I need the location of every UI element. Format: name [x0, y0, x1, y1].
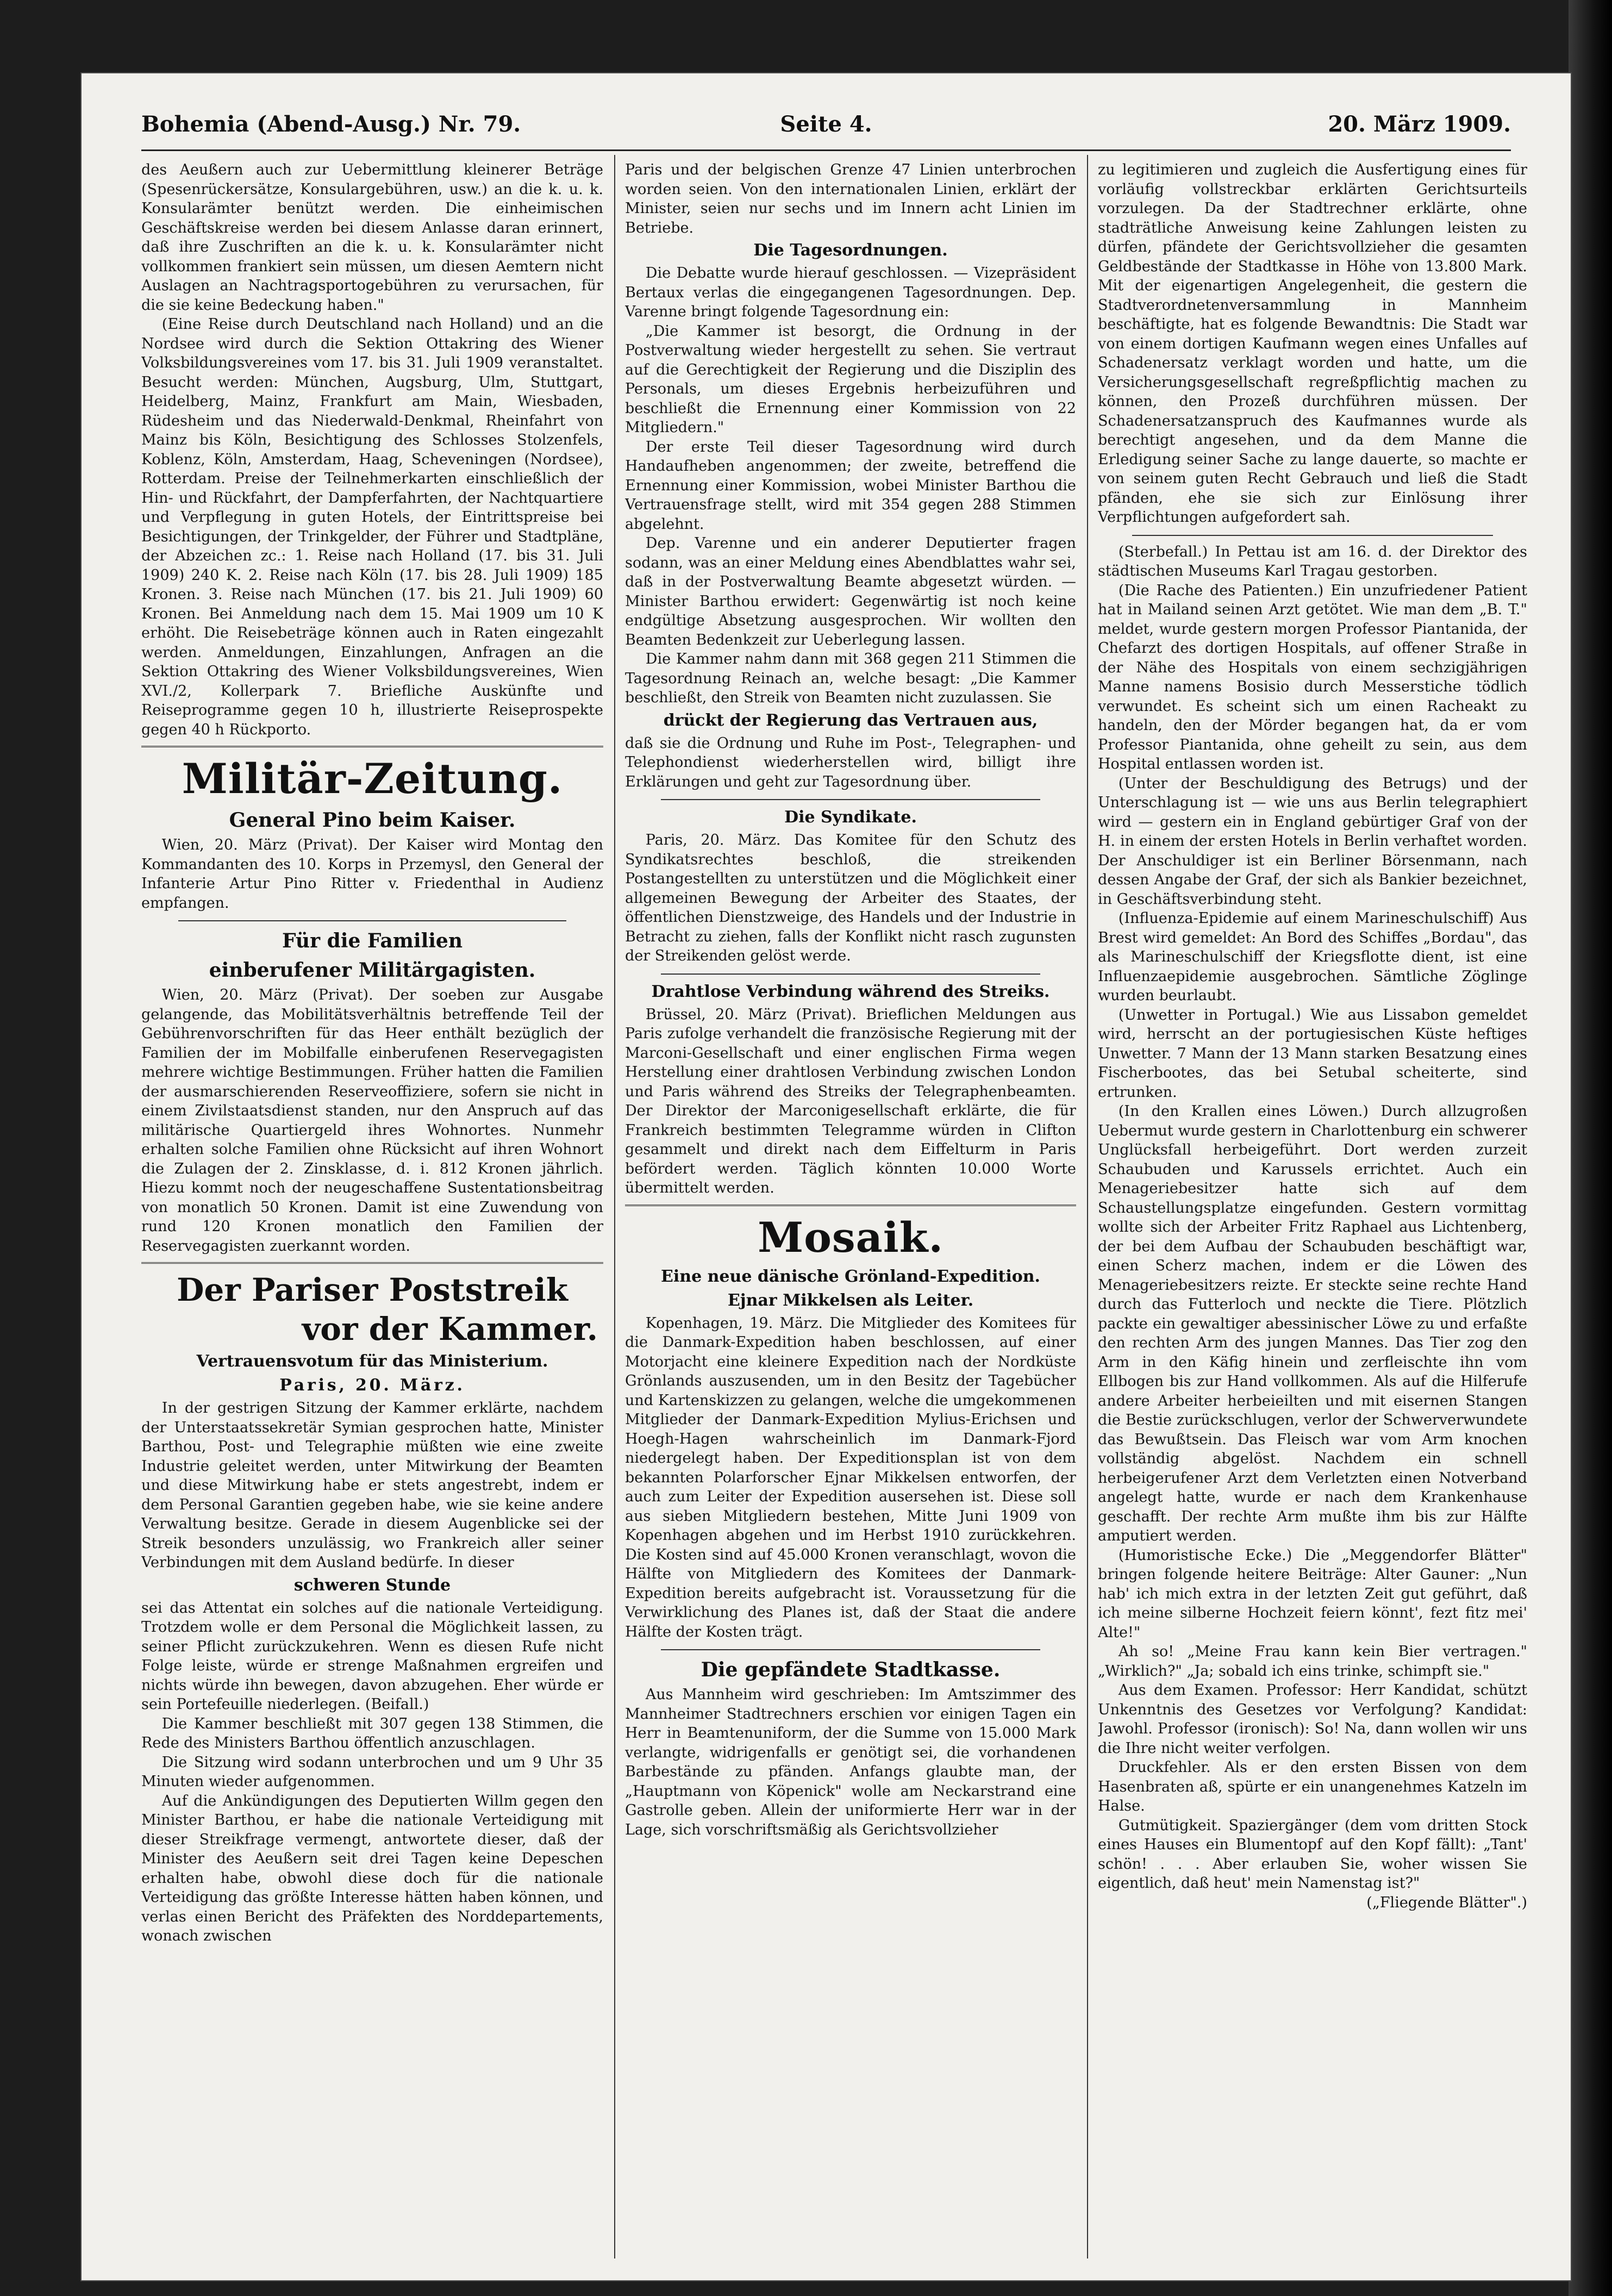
news-item: (Sterbefall.) In Pettau ist am 16. d. der Direktor des städtischen Museums Karl Tragau gestorben.: [1098, 543, 1527, 579]
article-headline: einberufener Militärgagisten.: [209, 959, 536, 982]
article-text: Die Sitzung wird sodann unterbrochen und um 9 Uhr 35 Minuten wieder aufgenommen.: [141, 1754, 603, 1790]
divider: [661, 799, 1040, 800]
article-text: In der gestrigen Sitzung der Kammer erklärte, nachdem der Unterstaatssekretär Symian gesprochen hatte, Minister Barthou, Post- und Telegraphie müßten wie eine zweite Industrie geleitet werden, unter Mitwirkung der Beamten und diese Mitwirkung habe er stets angestrebt, indem er dem Personal Garantien gegeben habe, wie sie keine andere Verwaltung besitze. Gerade in diesem Augenblicke sei der Streik besonders unzulässig, wo Frankreich aller seiner Verbindungen mit dem Ausland bedürfe. In dieser: [141, 1400, 603, 1571]
news-item: (Influenza-Epidemie auf einem Marineschulschiff) Aus Brest wird gemeldet: An Bord des Schiffes „Bordau", das als Marineschulschiff der Kriegsflotte dient, ist eine Influenzaepidemie ausgebrochen. Sämtliche Zöglinge wurden beurlaubt.: [1098, 910, 1527, 1004]
news-item: (In den Krallen eines Löwen.) Durch allzugroßen Uebermut wurde gestern in Charlottenburg ein schwerer Unglücksfall herbeigeführt. Dort werden zurzeit Schaubuden und Karussels errichtet. Auch ein Menageriebesitzer hatte sich auf dem Schaustellungsplatze eingefunden. Gestern vormittag wollte sich der Arbeiter Fritz Raphael aus Lichtenberg, der bei dem Aufbau der Schaubuden beschäftigt war, einen Scherz machen, indem er die Löwen des Menageriebesitzers reizte. Er steckte seine rechte Hand durch das Futterloch und neckte die Tiere. Plötzlich packte ein gewaltiger abessinischer Löwe zu und erfaßte den rechten Arm des jungen Mannes. Das Tier zog den Arm in den Käfig hinein und zerfleischte ihn vom Ellbogen bis zur Hand vollkommen. Als auf die Hilferufe andere Arbeiter herbeieilten und mit eisernen Stangen die Bestie zurückschlugen, verlor der Schwerverwundete das Bewußtsein. Das Fleisch war vom Arm knochen vollständig abgelöst. Nachdem ein schnell herbeigerufener Arzt dem Verletzten einen Notverband angelegt hatte, wurde er nach dem Krankenhause geschafft. Der rechte Arm mußte ihm bis zur Hälfte amputiert werden.: [1098, 1103, 1527, 1544]
article-headline: vor der Kammer.: [302, 1311, 598, 1347]
dateline: Paris, 20. März.: [279, 1376, 465, 1395]
news-item: Ah so! „Meine Frau kann kein Bier vertragen." „Wirklich?" „Ja; sobald ich eins trinke, schimpft sie.": [1098, 1643, 1527, 1680]
article-text: Die Debatte wurde hierauf geschlossen. — Vizepräsident Bertaux verlas die eingegangenen Tagesordnungen. Dep. Varenne bringt folgende Tagesordnung ein:: [625, 265, 1076, 320]
news-item: Gutmütigkeit. Spaziergänger (dem vom dritten Stock eines Hauses ein Blumentopf auf den Kopf fällt): „Tant' schön! . . . Aber erlauben Sie, woher wissen Sie eigentlich, daß heut' mein Namenstag ist?": [1098, 1817, 1527, 1892]
article-subheadline: drückt der Regierung das Vertrauen aus,: [663, 710, 1038, 730]
column-rule: [1087, 155, 1088, 2258]
source-credit: („Fliegende Blätter".): [1366, 1894, 1527, 1911]
article-subheadline: Ejnar Mikkelsen als Leiter.: [727, 1290, 974, 1310]
article-subheadline: Die Tagesordnungen.: [753, 241, 948, 260]
article-text: Wien, 20. März (Privat). Der soeben zur Ausgabe gelangende, das Mobilitätsverhältnis betreffende Teil der Gebührenvorschriften für das Heer enthält bezüglich der Familien der im Mobilfalle einberufenen Reservegagisten mehrere wichtige Bestimmungen. Früher hatten die Familien der ausmarschierenden Reserveoffiziere, sofern sie nicht in einem Zivilstaatsdienst standen, nur den Anspruch auf das militärische Quartiergeld ihres Wohnortes. Nunmehr erhalten solche Familien ohne Rücksicht auf ihren Wohnort die Zulagen der 2. Zinsklasse, d. i. 812 Kronen jährlich. Hiezu kommt noch der neugeschaffene Sustentationsbeitrag von monatlich 50 Kronen. Damit ist eine Zuwendung von rund 120 Kronen monatlich den Familien der Reservegagisten zuerkannt worden.: [141, 987, 603, 1255]
section-divider: [625, 1205, 1076, 1206]
column-2: [625, 160, 1076, 2258]
divider: [178, 920, 566, 921]
news-item: (Die Rache des Patienten.) Ein unzufriedener Patient hat in Mailand seinen Arzt getötet. Wie man dem „B. T." meldet, wurde gestern morgen Professor Piantanida, der Chefarzt des dortigen Hospitals, auf offener Straße in der Nähe des Hospitals von einem sechzigjährigen Manne namens Bosisio durch Messerstiche tödlich verwundet. Es scheint sich um einen Racheakt zu handeln, den der Mörder begangen hat, da er vom Professor Piantanida, ohne geheilt zu sein, aus dem Hospital entlassen worden ist.: [1098, 582, 1527, 772]
article-text: Die Kammer beschließt mit 307 gegen 138 Stimmen, die Rede des Ministers Barthou öffentlich anzuschlagen.: [141, 1715, 603, 1751]
section-title: Mosaik.: [758, 1213, 944, 1262]
article-headline: Für die Familien: [282, 929, 463, 952]
divider: [1132, 535, 1493, 536]
news-item: (Humoristische Ecke.) Die „Meggendorfer Blätter" bringen folgende heitere Beiträge: Alter Gauner: „Nun hab' ich mich extra in der letzten Zeit gut geführt, daß ich meine silberne Hochzeit feiern könnt', fezt fitz mei' Alte!": [1098, 1546, 1527, 1641]
article-headline: Drahtlose Verbindung während des Streiks.: [651, 982, 1050, 1001]
article-text: Der erste Teil dieser Tagesordnung wird durch Handaufheben angenommen; der zweite, betreffend die Ernennung einer Kommission, wobei Minister Barthou die Vertrauensfrage stellt, wird mit 354 gegen 288 Stimmen abgelehnt.: [625, 438, 1076, 533]
article-subheadline: Die Syndikate.: [784, 808, 917, 827]
news-item: (Unter der Beschuldigung des Betrugs) und der Unterschlagung ist — wie uns aus Berlin telegraphiert wird — gestern ein in England gebürtiger Graf von der H. in einem der ersten Hotels in Berlin verhaftet worden. Der Anschuldiger ist ein Berliner Börsenmann, nach dessen Angabe der Graf, der sich als Bankier bezeichnet, in Geschäftsverbindung steht.: [1098, 775, 1527, 908]
article-text: „Die Kammer ist besorgt, die Ordnung in der Postverwaltung wieder hergestellt zu sehen. Sie vertraut auf die Gerechtigkeit der Regierung und die Disziplin des Personals, um dieses Ergebnis herbeizuführen und beschließt die Ernennung einer Kommission von 22 Mitgliedern.": [625, 322, 1076, 436]
section-title: Militär-Zeitung.: [182, 754, 563, 803]
article-text: Dep. Varenne und ein anderer Deputierter fragen sodann, was an einer Meldung eines Abendblattes wahr sei, daß in der Postverwaltung Beamte abgesetzt würden. — Minister Barthou erwidert: Gegenwärtig ist noch keine endgültige Absetzung ausgesprochen. Wir wollten den Beamten Bedenkzeit zur Ueberlegung lassen.: [625, 535, 1076, 648]
article-text: Auf die Ankündigungen des Deputierten Willm gegen den Minister Barthou, er habe die nationale Verteidigung mit dieser Streikfrage vermengt, antwortete dieser, daß der Minister des Aeußern seit drei Tagen keine Depeschen erhalten habe, obwohl diese doch für die nationale Verteidigung das größte Interesse hätten haben können, und verlas einen Bericht des Präfekten des Norddepartements, wonach zwischen: [141, 1792, 603, 1944]
section-divider: [141, 1262, 603, 1264]
article-text: Wien, 20. März (Privat). Der Kaiser wird Montag den Kommandanten des 10. Korps in Przemysl, den General der Infanterie Artur Pino Ritter v. Friedenthal in Audienz empfangen.: [141, 837, 603, 912]
divider: [661, 974, 1040, 975]
article-text: Aus Mannheim wird geschrieben: Im Amtszimmer des Mannheimer Stadtrechners erschien vor einigen Tagen ein Herr in Beamtenuniform, der die Summe von 15.000 Mark verlangte, widrigenfalls er genötigt sei, die vorhandenen Barbestände zu pfänden. Anfangs glaubte man, der „Hauptmann von Köpenick" wolle am Neckarstrand eine Gastrolle geben. Allein der uniformierte Herr war in der Lage, sich vorschriftsmäßig als Gerichtsvollzieher: [625, 1686, 1076, 1838]
newspaper-page: [82, 73, 1571, 2280]
divider: [661, 1649, 1040, 1650]
article-headline: Eine neue dänische Grönland-Expedition.: [661, 1266, 1040, 1286]
article-headline: General Pino beim Kaiser.: [229, 809, 516, 832]
running-head: [141, 111, 1511, 151]
news-item: Aus dem Examen. Professor: Herr Kandidat, schützt Unkenntnis des Gesetzes vor Verfolgung? Kandidat: Jawohl. Professor (ironisch): So! Na, dann wollen wir uns die Ihre nicht weiter verfolgen.: [1098, 1682, 1527, 1757]
article-text: daß sie die Ordnung und Ruhe im Post-, Telegraphen- und Telephondienst wiederherstellen wird, billigt ihre Erklärungen und geht zur Tagesordnung über.: [625, 734, 1076, 790]
issue-date: 20. März 1909.: [1328, 111, 1511, 137]
article-text: Paris, 20. März. Das Komitee für den Schutz des Syndikatsrechtes beschloß, die streikenden Postangestellten zu unterstützen und die Möglichkeit einer allgemeinen Bewegung der Arbeiter des Staates, der öffentlichen Dienstzweige, des Handels und der Industrie in Betracht zu ziehen, falls der Konflikt nicht rasch zugunsten der Streikenden gelöst werde.: [625, 832, 1076, 964]
article-text: (Eine Reise durch Deutschland nach Holland) und an die Nordsee wird durch die Sektion Ottakring des Wiener Volksbildungsvereines vom 17. bis 31. Juli 1909 veranstaltet. Besucht werden: München, Augsburg, Ulm, Stuttgart, Heidelberg, Mainz, Frankfurt am Main, Wiesbaden, Rüdesheim und das Niederwald-Denkmal, Rheinfahrt von Mainz bis Köln, Besichtigung des Schlosses Stolzenfels, Koblenz, Köln, Amsterdam, Haag, Scheveningen (Nordsee), Rotterdam. Preise der Teilnehmerkarten einschließlich der Hin- und Rückfahrt, der Dampferfahrten, der Nachtquartiere und Verpflegung in guten Hotels, der Eintrittspreise bei Besichtigungen, der Trinkgelder, der Führer und Stadtpläne, der Abzeichen zc.: 1. Reise nach Holland (17. bis 31. Juli 1909) 240 K. 2. Reise nach Köln (17. bis 28. Juli 1909) 185 Kronen. 3. Reise nach München (17. bis 21. Juli 1909) 60 Kronen. Bei Anmeldung nach dem 15. Mai 1909 um 10 K erhöht. Die Reisebeträge können auch in Raten eingezahlt werden. Anmeldungen, Einzahlungen, Anfragen an die Sektion Ottakring des Wiener Volksbildungsvereines, Wien XVI./2, Kollerpark 7. Briefliche Auskünfte und Reiseprogramme gegen 10 h, illustrierte Reiseprospekte gegen 40 h Rückporto.: [141, 316, 603, 738]
article-text: Paris und der belgischen Grenze 47 Linien unterbrochen worden seien. Von den internationalen Linien, erklärt der Minister, seien nur sechs und im Innern acht Linien im Betriebe.: [625, 161, 1076, 236]
book-spine: [1569, 0, 1612, 2296]
column-3: [1098, 160, 1527, 2258]
article-text: Kopenhagen, 19. März. Die Mitglieder des Komitees für die Danmark-Expedition haben beschlossen, auf einer Motorjacht eine kleinere Expedition nach der Nordküste Grönlands auszusenden, um in den Besitz der Tagebücher und Kartenskizzen zu gelangen, welche die umgekommenen Mitglieder der Danmark-Expedition Mylius-Erichsen und Hoegh-Hagen wahrscheinlich im Danmark-Fjord niedergelegt haben. Der Expeditionsplan ist von dem bekannten Polarforscher Ejnar Mikkelsen entworfen, der auch zum Leiter der Expedition ausersehen ist. Diese soll aus sieben Mitgliedern bestehen, Mitte Juni 1909 von Kopenhagen abgehen und im Herbst 1910 zurückkehren. Die Kosten sind auf 45.000 Kronen veranschlagt, wovon die Hälfte von Mitgliedern des Komitees der Danmark-Expedition bereits aufgebracht ist. Voraussetzung für die Verwirklichung des Planes ist, daß der Staat die andere Hälfte der Kosten trägt.: [625, 1314, 1076, 1640]
news-item: (Unwetter in Portugal.) Wie aus Lissabon gemeldet wird, herrscht an der portugiesischen Küste heftiges Unwetter. 7 Mann der 13 Mann starken Besatzung eines Fischerbootes, das bei Setubal scheiterte, sind ertrunken.: [1098, 1006, 1527, 1101]
article-subheadline: Vertrauensvotum für das Ministerium.: [196, 1352, 548, 1371]
article-text: Brüssel, 20. März (Privat). Brieflichen Meldungen aus Paris zufolge verhandelt die französische Regierung mit der Marconi-Gesellschaft und einer englischen Firma wegen Herstellung einer drahtlosen Verbindung zwischen London und Paris während des Streiks der Telegraphenbeamten. Der Direktor der Marconigesellschaft erklärte, die für Frankreich bestimmten Telegramme würden in Clifton gesammelt und direkt nach dem Eiffelturm in Paris befördert werden. Täglich könnten 10.000 Worte übermittelt werden.: [625, 1006, 1076, 1196]
page-number: Seite 4.: [780, 111, 872, 137]
article-headline: Der Pariser Poststreik: [177, 1271, 568, 1308]
news-item: Druckfehler. Als er den ersten Bissen von dem Hasenbraten aß, spürte er ein unangenehmes Katzeln im Halse.: [1098, 1759, 1527, 1814]
section-divider: [141, 746, 603, 747]
masthead-issue: Bohemia (Abend-Ausg.) Nr. 79.: [141, 111, 521, 137]
article-headline: Die gepfändete Stadtkasse.: [701, 1658, 1001, 1681]
article-text: des Aeußern auch zur Uebermittlung kleinerer Beträge (Spesenrückersätze, Konsulargebühren, usw.) an die k. u. k. Konsularämter benützt werden. Die einheimischen Geschäftskreise werden bei diesem Anlasse daran erinnert, daß ihre Zuschriften an die k. u. k. Konsularämter nicht vollkommen frankiert sein müssen, um diesen Aemtern nicht Auslagen an Nachtragsportogebühren zu verursachen, für die sie keine Bedeckung haben.": [141, 161, 603, 314]
article-text: sei das Attentat ein solches auf die nationale Verteidigung. Trotzdem wolle er dem Personal die Möglichkeit lassen, zu seiner Pflicht zurückzukehren. Wenn es diesen Rufe nicht Folge leiste, würde er strenge Maßnahmen ergreifen und nichts würde ihn bewegen, davon abzugehen. Eher würde er sein Portefeuille niederlegen. (Beifall.): [141, 1599, 603, 1713]
column-rule: [614, 155, 615, 2258]
column-1: [141, 160, 603, 2258]
article-text: zu legitimieren und zugleich die Ausfertigung eines für vorläufig vollstreckbar erklärten Gerichtsurteils vorzulegen. Da der Stadtrechner erklärte, ohne stadträtliche Anweisung keine Zahlungen leisten zu dürfen, pfändete der Gerichtsvollzieher die gesamten Geldbestände der Stadtkasse in Höhe von 13.800 Mark. Mit der eigenartigen Angelegenheit, die gestern die Stadtverordnetenversammlung in Mannheim beschäftigte, hat es folgende Bewandtnis: Die Stadt war von einem dortigen Kaufmann wegen eines Unfalles auf Schadenersatz verklagt worden und hatte, um die Versicherungsgesellschaft regreßpflichtig machen zu können, den Prozeß durchführen müssen. Der Schadenersatzanspruch des Kaufmannes wurde als berechtigt angesehen, und da dem Manne die Erledigung seiner Sache zu lange dauerte, so machte er von seinem guten Recht Gebrauch und ließ die Stadt pfänden, ehe sie sich zur Einlösung ihrer Verpflichtungen aufgefordert sah.: [1098, 161, 1527, 526]
article-subheadline: schweren Stunde: [293, 1575, 451, 1595]
article-text: Die Kammer nahm dann mit 368 gegen 211 Stimmen die Tagesordnung Reinach an, welche besagt: „Die Kammer beschließt, den Streik von Beamten nicht zuzulassen. Sie: [625, 651, 1076, 706]
